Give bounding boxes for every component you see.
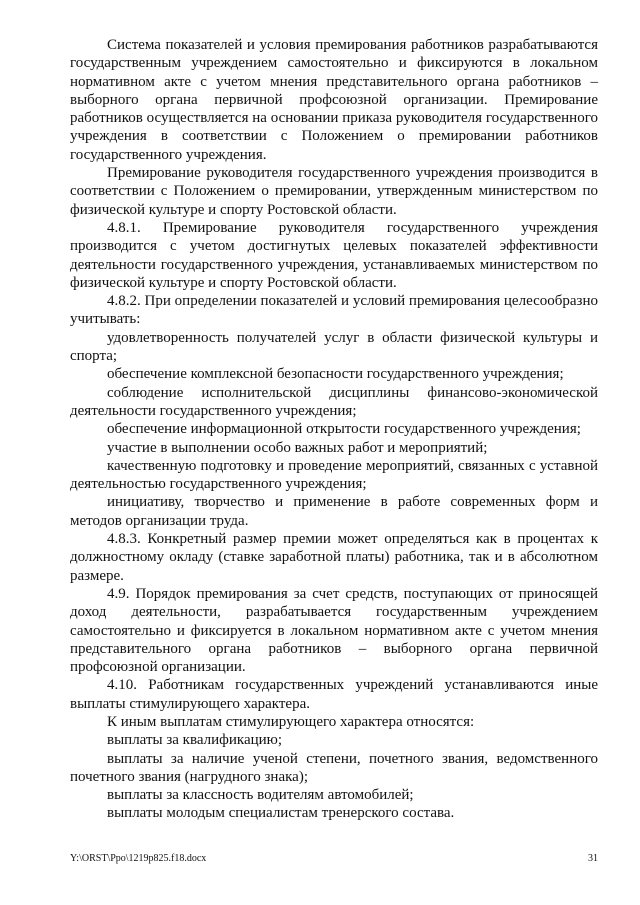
- paragraph: качественную подготовку и проведение мероприятий, связанных с уставной деятельностью государственного учреждения;: [70, 457, 598, 493]
- paragraph: 4.10. Работникам государственных учреждений устанавливаются иные выплаты стимулирующего характера.: [70, 677, 598, 712]
- paragraph: выплаты за квалификацию;: [107, 732, 283, 749]
- paragraph: 4.8.2. При определении показателей и условий премирования целесообразно учитывать:: [70, 293, 598, 328]
- paragraph: соблюдение исполнительской дисциплины финансово-экономической деятельности государственного учреждения;: [70, 384, 598, 419]
- page-number: 31: [588, 853, 598, 864]
- paragraph: выплаты молодым специалистам тренерского состава.: [107, 805, 455, 822]
- paragraph: 4.9. Порядок премирования за счет средств, поступающих от приносящей доход деятельности, разрабатывается государственным учреждением самостоятельно и фиксируется в локальном нормативном акте с учетом мнения представительного органа работников – выборного органа первичной профсоюзной организации.: [70, 585, 598, 676]
- paragraph: 4.8.3. Конкретный размер премии может определяться как в процентах к должностному окладу (ставке заработной платы) работника, так и в абсолютном размере.: [70, 531, 598, 584]
- paragraph: выплаты за наличие ученой степени, почетного звания, ведомственного почетного звания (нагрудного знака);: [70, 750, 598, 785]
- paragraph: участие в выполнении особо важных работ и мероприятий;: [107, 439, 488, 456]
- paragraph: 4.8.1. Премирование руководителя государственного учреждения производится с учетом достигнутых целевых показателей эффективности деятельности государственного учреждения, устанавливаемых министерством по физической культуре и спорту Ростовской области.: [70, 219, 598, 291]
- page-footer: [70, 853, 598, 865]
- paragraph: Система показателей и условия премирования работников разрабатываются государственным учреждением самостоятельно и фиксируются в локальном нормативном акте с учетом мнения представительного органа работников – выборного органа первичной профсоюзной организации. Премирование работников осуществляется на основании приказа руководителя государственного учреждения в соответствии с Положением о премировании работников государственного учреждения.: [70, 37, 598, 163]
- paragraph: обеспечение комплексной безопасности государственного учреждения;: [107, 366, 564, 383]
- page-body: [70, 36, 598, 823]
- paragraph: удовлетворенность получателей услуг в области физической культуры и спорта;: [70, 329, 598, 365]
- paragraph: К иным выплатам стимулирующего характера относятся:: [107, 713, 475, 730]
- paragraph: инициативу, творчество и применение в работе современных форм и методов организации труда.: [70, 494, 598, 529]
- footer-file-path: Y:\ORST\Ppo\1219p825.f18.docx: [70, 853, 207, 864]
- paragraph: выплаты за классность водителям автомобилей;: [107, 787, 414, 804]
- paragraph: обеспечение информационной открытости государственного учреждения;: [107, 421, 581, 438]
- paragraph: Премирование руководителя государственного учреждения производится в соответствии с Положением о премировании, утвержденным министерством по физической культуре и спорту Ростовской области.: [70, 165, 598, 218]
